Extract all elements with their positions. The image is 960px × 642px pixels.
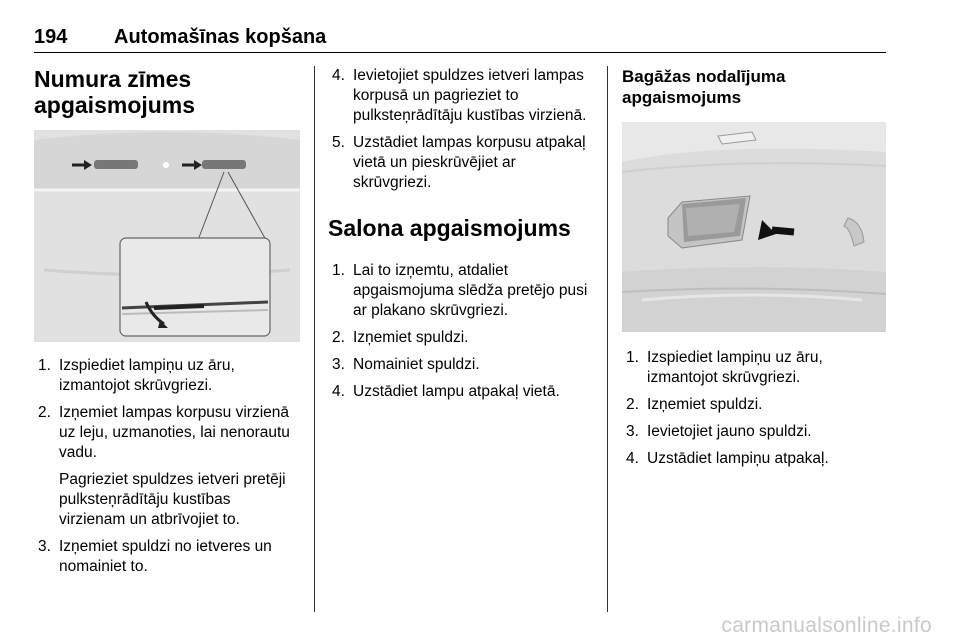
column-1	[34, 60, 300, 584]
list-item: 3. Ievietojiet jauno spuldzi.	[626, 423, 812, 440]
chapter-title: Automašīnas kopšana	[114, 26, 327, 48]
plate-light-steps-continued	[328, 66, 596, 193]
column-2	[328, 66, 596, 409]
plate-light-steps	[34, 356, 300, 463]
list-item: 2. Izņemiet spuldzi.	[626, 396, 763, 413]
trunk-light-drawing	[622, 122, 886, 332]
section-title-interior-light: Salona apgaismojums	[328, 215, 571, 241]
column-divider-2	[607, 66, 608, 612]
trunk-light-illustration	[622, 122, 886, 332]
list-item: 5. Uzstādiet lampas korpusu atpakaļ vietā un pieskrūvējiet ar skrūvgriezi.	[332, 134, 586, 191]
plate-light-illustration	[34, 130, 300, 342]
column-3	[622, 60, 886, 476]
list-item: 4. Ievietojiet spuldzes ietveri lampas korpusā un pagrieziet to pulksteņrādītāju kustības virzienā.	[332, 67, 587, 124]
list-item: 4. Uzstādiet lampiņu atpakaļ.	[626, 450, 829, 467]
list-item: 2. Izņemiet spuldzi.	[332, 329, 469, 346]
list-item: 2. Izņemiet lampas korpusu virzienā uz leju, uzmanoties, lai nenorautu vadu.	[38, 404, 290, 461]
list-item: 1. Izspiediet lampiņu uz āru, izmantojot skrūvgriezi.	[38, 357, 235, 394]
section-title-trunk-light: Bagāžas nodalījuma apgaismojums	[622, 67, 786, 107]
interior-light-steps	[328, 261, 596, 402]
list-item: 3. Izņemiet spuldzi no ietveres un nomainiet to.	[38, 538, 272, 575]
plate-light-drawing	[34, 130, 300, 342]
list-item: 1. Lai to izņemtu, atdaliet apgaismojuma slēdža pretējo pusi ar plakano skrūvgriezi.	[332, 262, 588, 319]
trunk-light-steps	[622, 348, 886, 469]
step-note: Pagrieziet spuldzes ietveri pretēji pulksteņrādītāju kustības virzienam un atbrīvojiet to.	[59, 471, 286, 528]
page-number: 194	[34, 26, 68, 48]
watermark: carmanualsonline.info	[721, 614, 932, 637]
column-divider-1	[314, 66, 315, 612]
page-header	[34, 26, 886, 53]
list-item: 4. Uzstādiet lampu atpakaļ vietā.	[332, 383, 560, 400]
list-item: 3. Nomainiet spuldzi.	[332, 356, 480, 373]
section-title-plate-light: Numura zīmes apgaismojums	[34, 66, 196, 118]
list-item: 1. Izspiediet lampiņu uz āru, izmantojot skrūvgriezi.	[626, 349, 823, 386]
